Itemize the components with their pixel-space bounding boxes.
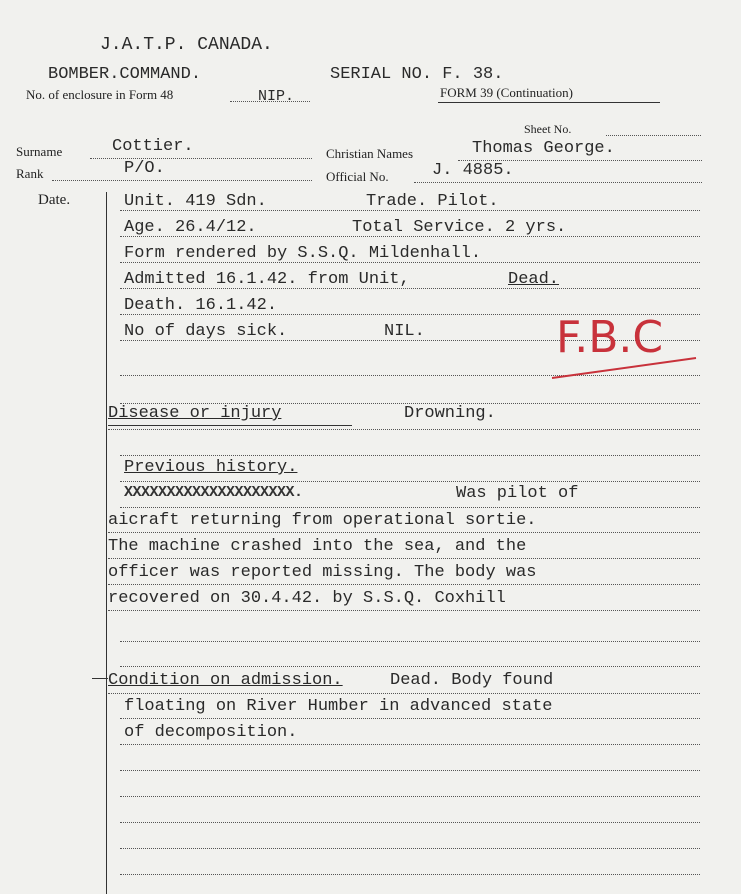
date-column-rule bbox=[106, 192, 107, 894]
previous-history-heading: Previous history. bbox=[124, 458, 298, 477]
history-line-1: Was pilot of bbox=[456, 484, 579, 503]
official-no-label: Official No. bbox=[326, 169, 389, 184]
days-sick-label: No of days sick. bbox=[124, 322, 288, 341]
initials-annotation bbox=[546, 306, 702, 382]
enclosure-value: NIP. bbox=[258, 88, 295, 105]
surname-label: Surname bbox=[16, 144, 63, 159]
initials-text: F.B.C bbox=[556, 312, 664, 363]
date-label: Date. bbox=[38, 192, 71, 208]
rank-label: Rank bbox=[16, 166, 44, 181]
org-line-2: BOMBER.COMMAND. bbox=[48, 65, 202, 84]
unit-entry: Unit. 419 Sdn. bbox=[124, 192, 267, 211]
sheet-label: Sheet No. bbox=[524, 122, 572, 136]
form-rendered-entry: Form rendered by S.S.Q. Mildenhall. bbox=[124, 244, 482, 263]
form-label: FORM 39 (Continuation) bbox=[440, 85, 573, 100]
enclosure-label: No. of enclosure in Form 48 bbox=[26, 87, 174, 102]
official-no-value: J. 4885. bbox=[432, 161, 514, 180]
days-sick-value: NIL. bbox=[384, 322, 425, 341]
history-line-2: aicraft returning from operational sortie. bbox=[108, 511, 537, 530]
condition-line-2: floating on River Humber in advanced state bbox=[124, 697, 553, 716]
condition-label: Condition on admission. bbox=[108, 671, 343, 690]
age-entry: Age. 26.4/12. bbox=[124, 218, 257, 237]
death-entry: Death. 16.1.42. bbox=[124, 296, 278, 315]
serial-number: SERIAL NO. F. 38. bbox=[330, 65, 504, 84]
disease-label: Disease or injury bbox=[108, 404, 282, 423]
disease-value: Drowning. bbox=[404, 404, 496, 423]
surname-value: Cottier. bbox=[112, 137, 194, 156]
history-line-5: recovered on 30.4.42. by S.S.Q. Coxhill bbox=[108, 589, 506, 608]
history-line-3: The machine crashed into the sea, and the bbox=[108, 537, 527, 556]
admitted-entry: Admitted 16.1.42. from Unit, bbox=[124, 270, 410, 289]
org-line-1: J.A.T.P. CANADA. bbox=[100, 35, 273, 55]
christian-names-label: Christian Names bbox=[326, 146, 414, 161]
admitted-status: Dead. bbox=[508, 270, 560, 289]
condition-line-3: of decomposition. bbox=[124, 723, 298, 742]
total-service-entry: Total Service. 2 yrs. bbox=[352, 218, 567, 237]
rank-value: P/O. bbox=[124, 159, 165, 178]
trade-entry: Trade. Pilot. bbox=[366, 192, 499, 211]
history-line-4: officer was reported missing. The body was bbox=[108, 563, 537, 582]
struck-out-text: XXXXXXXXXXXXXXXXXXXX. bbox=[124, 484, 303, 501]
condition-line-1: Dead. Body found bbox=[390, 671, 554, 690]
christian-names-value: Thomas George. bbox=[472, 139, 615, 158]
